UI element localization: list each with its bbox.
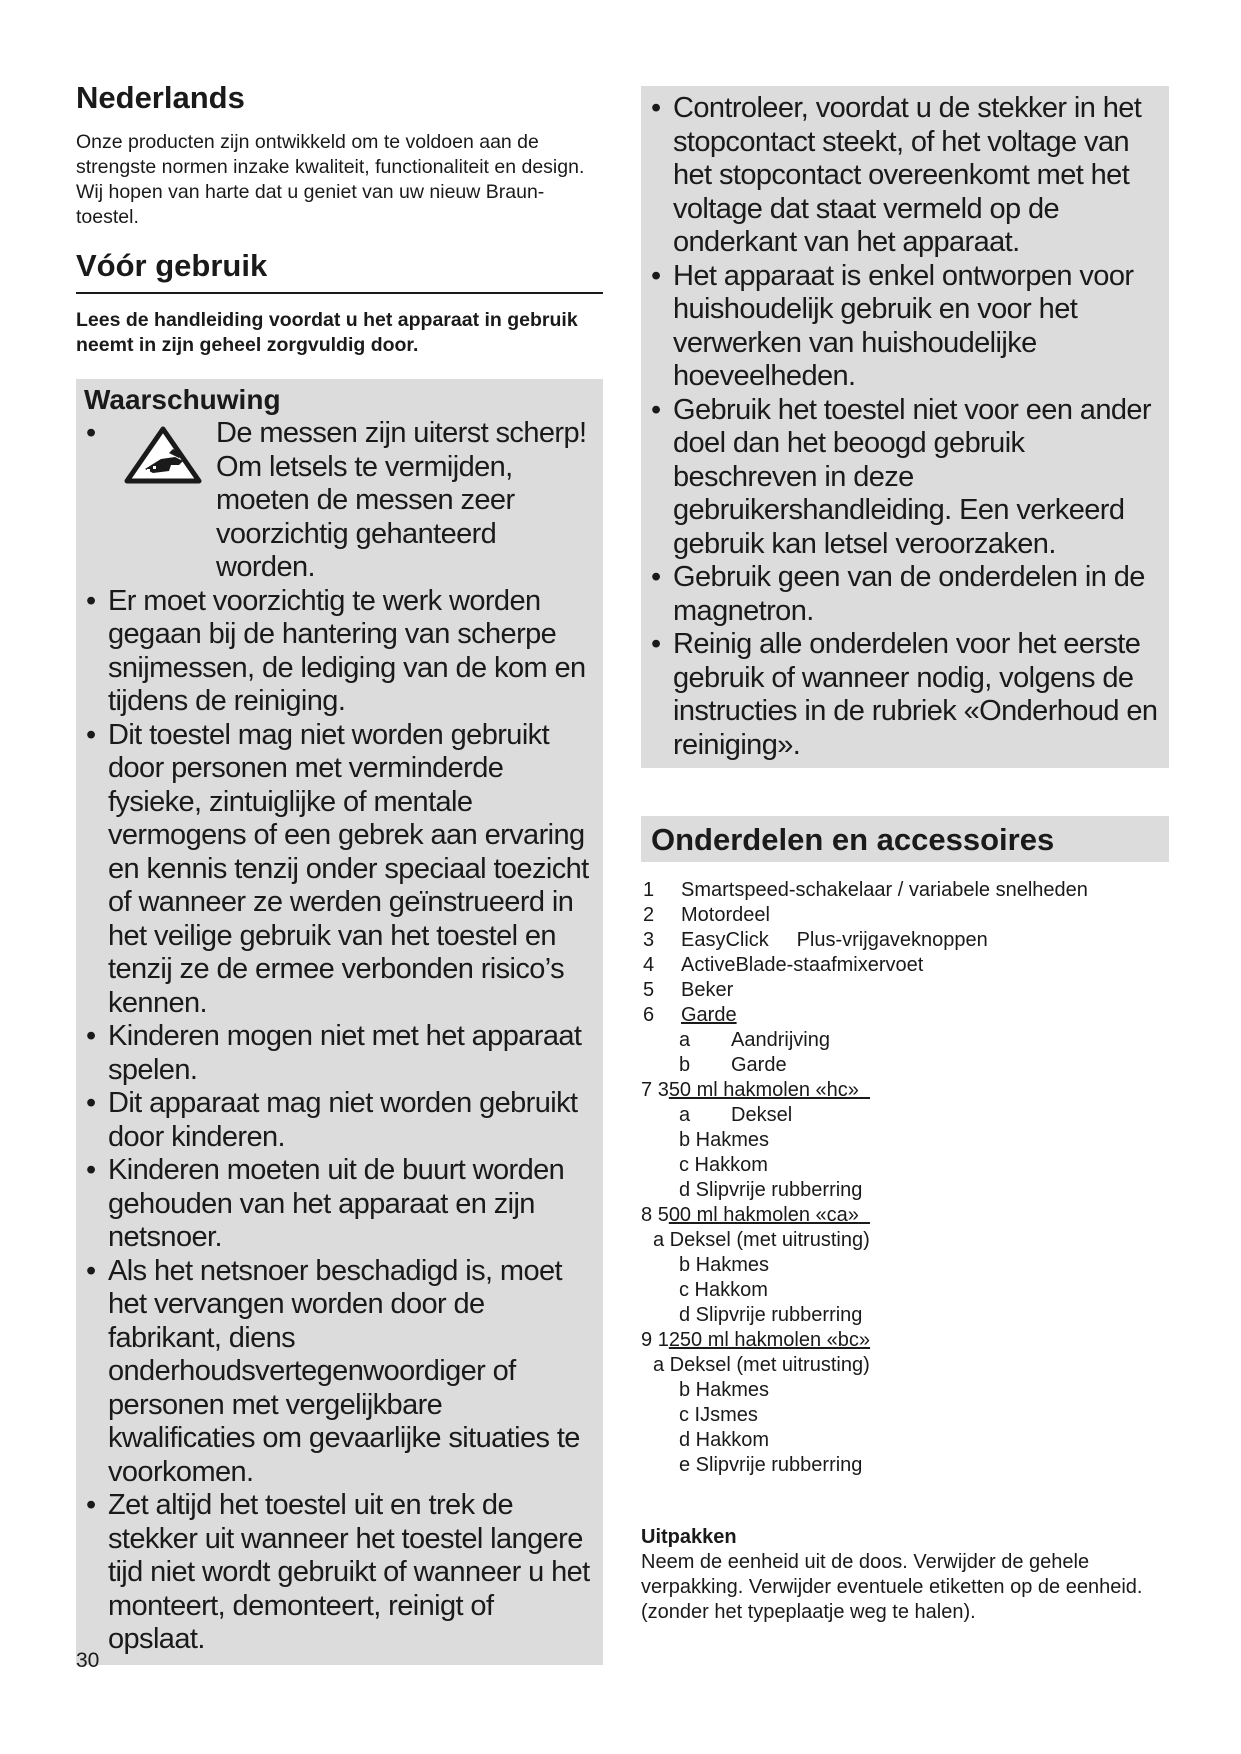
parts-sub-item: c Hakkom [679,1279,768,1301]
part-label: Garde [681,1004,737,1026]
warning-item-text: De messen zijn uiterst scherp! Om letsels te vermijden, moeten de messen zeer voorzichtig gehanteerd worden. [216,417,587,583]
left-column [76,80,603,1665]
part-number: 4 [643,954,655,976]
parts-sub-item [641,1053,1169,1078]
warning-item: • Kinderen moeten uit de buurt worden gehouden van het apparaat en zijn netsnoer. [86,1154,565,1253]
part-number: 7 [641,1079,653,1101]
parts-list-item [641,1003,1169,1028]
parts-sub-item: a Deksel (met uitrusting) [653,1354,870,1376]
safety-item-text: Gebruik het toestel niet voor een ander doel dan het beoogd gebruik beschreven in deze gebruikershandleiding. Een verkeerd gebruik kan letsel veroorzaken. [673,393,1151,560]
part-label: 250 ml hakmolen «bc» [668,1329,871,1351]
part-number: 6 [643,1004,655,1026]
sub-label: Deksel [731,1104,793,1126]
parts-list [641,878,1169,1478]
safety-box [641,86,1169,768]
warning-item: • Dit apparaat mag niet worden gebruikt door kinderen. [86,1087,578,1153]
part-label-prefix: 3 [657,1079,669,1101]
unpack-heading: Uitpakken [641,1526,737,1548]
warning-item-text: Kinderen mogen niet met het apparaat spelen. [108,1020,582,1086]
part-number: 2 [643,904,655,926]
part-label: ActiveBlade-staafmixervoet [681,954,924,976]
parts-sub-item: b Hakmes [679,1254,770,1276]
parts-list-item [641,1328,1169,1353]
safety-item: • Gebruik het toestel niet voor een ander doel dan het beoogd gebruik beschreven in deze gebruikershandleiding. Een verkeerd gebruik kan letsel veroorzaken. [651,393,1151,560]
safety-item: • Reinig alle onderdelen voor het eerste gebruik of wanneer nodig, volgens de instructies in de rubriek «Onderhoud en reiniging». [651,628,1158,761]
safety-item: • Controleer, voordat u de stekker in het stopcontact steekt, of het voltage van het stopcontact overeenkomt met het voltage dat staat vermeld op de onderkant van het apparaat. [651,92,1142,258]
warning-item-text: Zet altijd het toestel uit en trek de stekker uit wanneer het toestel langere tijd niet wordt gebruikt of wanneer u het monteert, demonteert, reinigt of opslaat. [108,1489,590,1655]
before-use-heading: Vóór gebruik [76,248,603,294]
part-label: EasyClick Plus-vrijgaveknoppen [681,929,988,951]
warning-title: Waarschuwing [84,384,281,415]
warning-item-text: Dit apparaat mag niet worden gebruikt door kinderen. [108,1087,578,1153]
parts-sub-item: e Slipvrije rubberring [679,1454,863,1476]
warning-item-text: Kinderen moeten uit de buurt worden gehouden van het apparaat en zijn netsnoer. [108,1154,565,1253]
safety-item-text: Het apparaat is enkel ontworpen voor huishoudelijk gebruik en voor het verwerken van huishoudelijke hoeveelheden. [673,259,1134,392]
part-label: Motordeel [681,904,770,926]
part-label-prefix: 5 [657,1204,669,1226]
page-title: Nederlands [76,80,245,115]
warning-item-text: Dit toestel mag niet worden gebruikt door personen met verminderde fysieke, zintuiglijke of mentale vermogens of een gebrek aan ervaring en kennis tenzij onder speciaal toezicht of wanneer ze werden geïnstrueerd in het veilige gebruik van het toestel en tenzij ze de ermee verbonden risico’s kennen. [108,718,589,1019]
hand-blade-warning-icon [110,417,216,585]
warning-item [84,417,595,585]
safety-item-text: Gebruik geen van de onderdelen in de magnetron. [673,561,1145,627]
right-column [641,90,1169,1625]
safety-item-text: Reinig alle onderdelen voor het eerste gebruik of wanneer nodig, volgens de instructies in de rubriek «Onderhoud en reiniging». [673,628,1158,761]
sub-letter: b [679,1054,691,1076]
warning-box [76,379,603,1665]
warning-item: • Kinderen mogen niet met het apparaat spelen. [86,1020,582,1086]
parts-sub-item [641,1028,1169,1053]
parts-list-item [641,1078,1169,1103]
parts-list-item [641,1203,1169,1228]
intro-paragraph: Onze producten zijn ontwikkeld om te voldoen aan de strengste normen inzake kwaliteit, functionaliteit en design. Wij hopen van harte dat u geniet van uw nieuw Braun-toestel. [76,131,585,228]
before-use-note: Lees de handleiding voordat u het apparaat in gebruik neemt in zijn geheel zorgvuldig door. [76,309,578,356]
safety-item-text: Controleer, voordat u de stekker in het stopcontact steekt, of het voltage van het stopcontact overeenkomt met het voltage dat staat vermeld op de onderkant van het apparaat. [673,92,1142,258]
safety-item: • Gebruik geen van de onderdelen in de magnetron. [651,561,1145,627]
parts-sub-item [641,1103,1169,1128]
parts-list-item [641,953,1169,978]
page-number: 30 [76,1649,100,1672]
part-label: 50 ml hakmolen «hc» [668,1079,859,1101]
parts-sub-item: b Hakmes [679,1379,770,1401]
sub-letter: a [679,1029,691,1051]
warning-item: • Als het netsnoer beschadigd is, moet het vervangen worden door de fabrikant, diens onderhoudsvertegenwoordiger of personen met vergelijkbare kwalificaties om gevaarlijke situaties te voorkomen. [86,1254,580,1488]
parts-list-item [641,878,1169,903]
warning-item: • Er moet voorzichtig te werk worden gegaan bij de hantering van scherpe snijmessen, de lediging van de kom en tijdens de reiniging. [86,584,586,717]
parts-list-item [641,903,1169,928]
warning-item-text: Als het netsnoer beschadigd is, moet het vervangen worden door de fabrikant, diens onderhoudsvertegenwoordiger of personen met vergelijkbare kwalificaties om gevaarlijke situaties te voorkomen. [108,1254,580,1488]
parts-sub-item: b Hakmes [679,1129,770,1151]
bullet: • [86,417,96,449]
parts-heading: Onderdelen en accessoires [641,816,1169,862]
safety-item: • Het apparaat is enkel ontworpen voor huishoudelijk gebruik en voor het verwerken van huishoudelijke hoeveelheden. [651,259,1134,392]
sub-label: Garde [731,1054,787,1076]
part-number: 3 [643,929,655,951]
parts-sub-item: d Hakkom [679,1429,770,1451]
parts-sub-item: a Deksel (met uitrusting) [653,1229,870,1251]
parts-sub-item: c Hakkom [679,1154,768,1176]
parts-sub-item: d Slipvrije rubberring [679,1304,863,1326]
part-number: 8 [641,1204,653,1226]
warning-item: • Dit toestel mag niet worden gebruikt door personen met verminderde fysieke, zintuiglijke of mentale vermogens of een gebrek aan ervaring en kennis tenzij onder speciaal toezicht of wanneer ze werden geïnstrueerd in het veilige gebruik van het toestel en tenzij ze de ermee verbonden risico’s kennen. [86,718,589,1019]
part-label: Beker [681,979,734,1001]
sub-letter: a [679,1104,691,1126]
part-label: Smartspeed-schakelaar / variabele snelheden [681,879,1088,901]
sub-label: Aandrijving [731,1029,830,1051]
parts-list-item [641,928,1169,953]
part-number: 9 [641,1329,653,1351]
part-label-prefix: 1 [657,1329,669,1351]
part-number: 5 [643,979,655,1001]
part-label: 00 ml hakmolen «ca» [668,1204,859,1226]
part-number: 1 [643,879,655,901]
parts-sub-item: d Slipvrije rubberring [679,1179,863,1201]
unpack-text: Neem de eenheid uit de doos. Verwijder de gehele verpakking. Verwijder eventuele etiketten op de eenheid. (zonder het typeplaatje weg te halen). [641,1551,1143,1623]
warning-item-text: Er moet voorzichtig te werk worden gegaan bij de hantering van scherpe snijmessen, de lediging van de kom en tijdens de reiniging. [108,584,586,717]
parts-list-item [641,978,1169,1003]
warning-item: • Zet altijd het toestel uit en trek de stekker uit wanneer het toestel langere tijd niet wordt gebruikt of wanneer u het monteert, demonteert, reinigt of opslaat. [86,1489,590,1655]
parts-sub-item: c IJsmes [679,1404,758,1426]
